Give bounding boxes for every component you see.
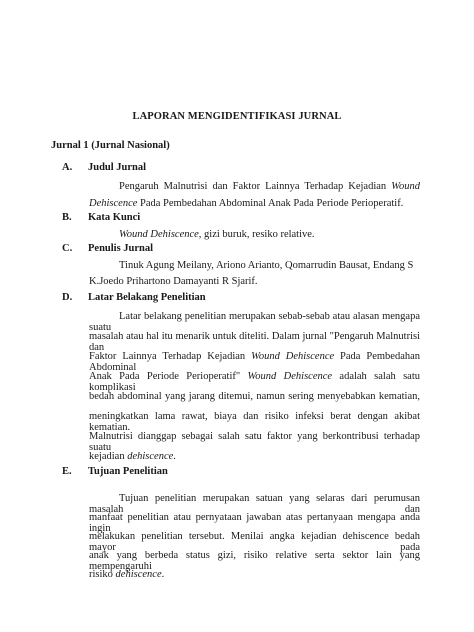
latar-line-8: kejadian dehiscence. <box>89 451 176 462</box>
latar-line-3: Faktor Lainnya Terhadap Kejadian Wound Dehiscence Pada Pembedahan Abdominal <box>89 351 421 373</box>
section-heading-penulis: C. Penulis Jurnal <box>62 243 154 254</box>
document-title: LAPORAN MENGIDENTIFIKASI JURNAL <box>132 111 342 122</box>
section-heading-tujuan-label: E. Tujuan Penelitian <box>62 466 168 477</box>
latar-line-4: Anak Pada Periode Perioperatif" Wound Dehiscence adalah salah satu komplikasi <box>89 371 421 393</box>
section-heading-kata-kunci: B. Kata Kunci <box>62 212 141 223</box>
judul-line-1: Pengaruh Malnutrisi dan Faktor Lainnya Terhadap Kejadian Wound <box>119 181 421 192</box>
section-letter: A. <box>62 162 73 173</box>
tujuan-line-3: melakukan penelitian tersebut. Menilai angka kejadian dehiscence bedah mayor pada <box>89 531 420 553</box>
section-heading-judul <box>62 162 146 173</box>
kata-kunci-text: Wound Dehiscence, gizi buruk, resiko relative. <box>119 229 315 240</box>
tujuan-line-2: manfaat penelitian atau pernyataan jawaban atas pertanyaan mengapa anda ingin <box>89 512 420 534</box>
latar-line-7: Malnutrisi dianggap sebagai salah satu faktor yang berkontribusi terhadap suatu <box>89 431 420 453</box>
latar-line-1: Latar belakang penelitian merupakan sebab-sebab atau alasan mengapa suatu <box>89 311 420 333</box>
journal-heading: Jurnal 1 (Jurnal Nasional) <box>51 140 170 151</box>
latar-line-5: bedah abdominal yang jarang ditemui, namun sering menyebabkan kematian, <box>89 391 420 402</box>
latar-line-6: meningkatkan lama rawat, biaya dan risiko infeksi berat dengan akibat kematian. <box>89 411 420 433</box>
penulis-line-1: Tinuk Agung Meilany, Ariono Arianto, Qomarrudin Bausat, Endang S <box>119 260 414 271</box>
section-label: Judul Jurnal <box>88 162 147 173</box>
section-heading-latar: D. Latar Belakang Penelitian <box>62 292 206 303</box>
penulis-line-2: K.Joedo Prihartono Damayanti R Sjarif. <box>89 276 258 287</box>
tujuan-line-5: risiko dehiscence. <box>89 569 165 580</box>
judul-line-2: Dehiscence Pada Pembedahan Abdominal Anak Pada Periode Perioperatif. <box>89 198 404 209</box>
tujuan-line-4: anak yang berbeda status gizi, risiko relative serta sektor lain yang mempengaruhi <box>89 550 420 572</box>
latar-line-2: masalah atau hal itu menarik untuk diteliti. Dalam jurnal "Pengaruh Malnutrisi dan <box>89 331 420 353</box>
tujuan-line-1: Tujuan penelitian merupakan satuan yang selaras dari perumusan masalah dan <box>89 493 420 515</box>
